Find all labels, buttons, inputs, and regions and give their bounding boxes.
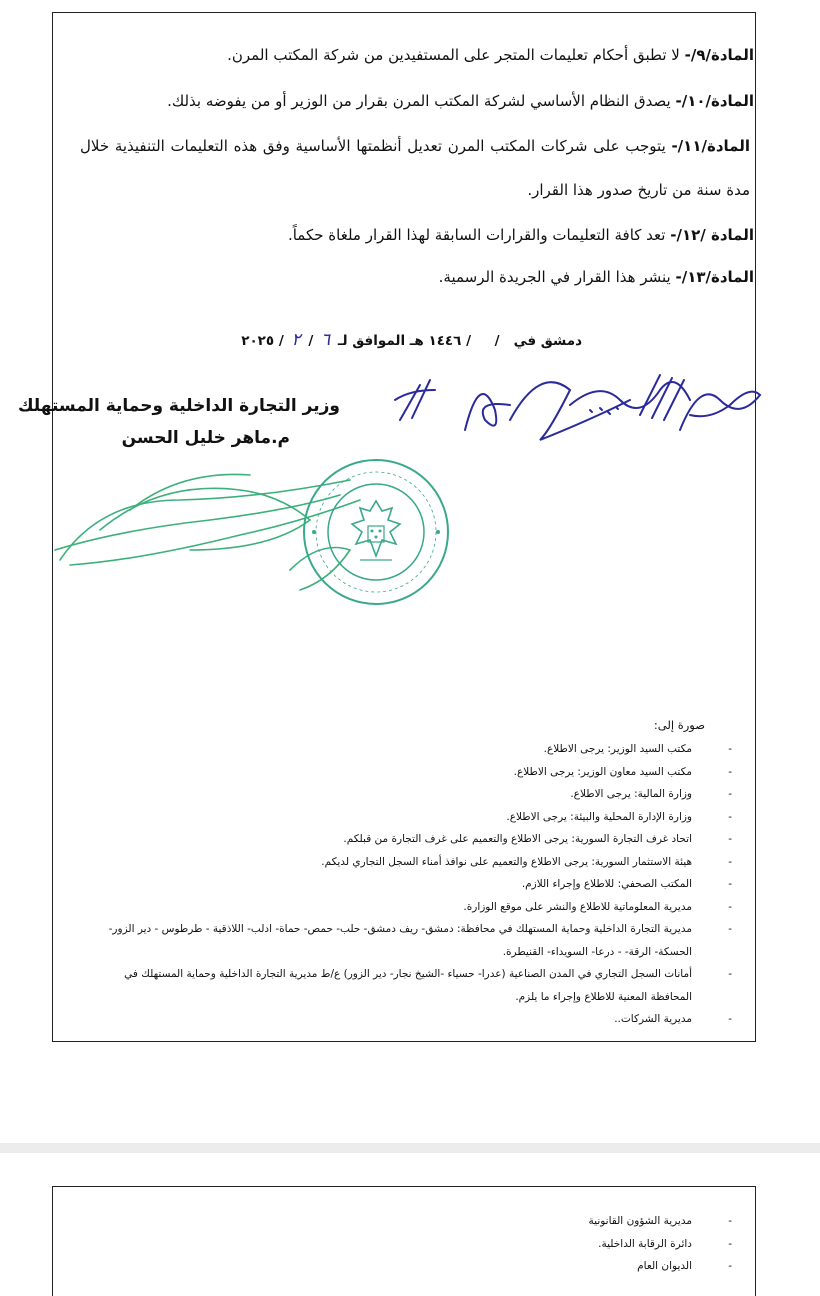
date-month-handwritten: ٢ <box>291 330 301 350</box>
date-hijri: / ١٤٤٦ هـ الموافق لـ <box>337 333 472 349</box>
list-item: - أمانات السجل التجاري في المدن الصناعية (عدرا- حسياء -الشيخ نجار- دير الزور) ع/ط مديرية التجارة الداخلية وحماية المستهلك في المحافظة المعنية للاطلاع وإجراء ما يلزم. <box>124 968 732 1003</box>
list-item: - مديرية الشؤون القانونية <box>588 1215 732 1227</box>
page-separator <box>0 1143 820 1153</box>
minister-signature <box>390 360 770 450</box>
date-day-handwritten: ٦ <box>321 330 331 350</box>
article-11 <box>80 124 750 212</box>
article-12-label: المادة /١٢/- <box>670 226 754 244</box>
list-item: - اتحاد غرف التجارة السورية: يرجى الاطلاع والتعميم على غرف التجارة من قبلكم. <box>343 833 732 845</box>
article-13-label: المادة/١٣/- <box>675 268 754 286</box>
list-item: - مديرية التجارة الداخلية وحماية المستهلك في محافظة: دمشق- ريف دمشق- حلب- حمص- حماة- ادلب- اللاذقية - طرطوس - دير الزور- الحسكة- الرقة- - درعا- السويداء- القنيطرة. <box>108 923 732 958</box>
article-9-label: المادة/٩/- <box>684 46 754 64</box>
article-13-text: ينشر هذا القرار في الجريدة الرسمية. <box>438 268 671 286</box>
article-9-text: لا تطبق أحكام تعليمات المتجر على المستفيدين من شركة المكتب المرن. <box>227 46 680 64</box>
list-item: - مكتب السيد معاون الوزير: يرجى الاطلاع. <box>513 765 732 778</box>
ministry-seal <box>300 456 452 608</box>
article-11-text: يتوجب على شركات المكتب المرن تعديل أنظمتها الأساسية وفق هذه التعليمات التنفيذية خلال مدة سنة من تاريخ صدور هذا القرار. <box>80 137 750 199</box>
list-item: - دائرة الرقابة الداخلية. <box>598 1237 732 1250</box>
signatory-name: م.ماهر خليل الحسن <box>121 428 290 448</box>
article-12-text: تعد كافة التعليمات والقرارات السابقة لهذا القرار ملغاة حكماً. <box>287 226 666 244</box>
article-13 <box>439 266 754 288</box>
article-12 <box>288 224 754 246</box>
article-11-label: المادة/١١/- <box>671 137 750 155</box>
date-line: دمشق في / / ١٤٤٦ هـ الموافق لـ ٦ / ٢ / ٢٠٢٥ <box>241 330 582 350</box>
copies-list-continued <box>100 1210 732 1278</box>
article-9 <box>227 44 754 66</box>
signatory-title: وزير التجارة الداخلية وحماية المستهلك <box>17 396 340 416</box>
list-item: - مكتب السيد الوزير: يرجى الاطلاع. <box>543 743 732 755</box>
list-item: - وزارة المالية: يرجى الاطلاع. <box>570 788 732 800</box>
date-year: / ٢٠٢٥ <box>241 333 284 349</box>
article-10-text: يصدق النظام الأساسي لشركة المكتب المرن بقرار من الوزير أو من يفوضه بذلك. <box>167 92 671 110</box>
list-item: - مديرية المعلوماتية للاطلاع والنشر على موقع الوزارة. <box>463 900 732 913</box>
article-10-label: المادة/١٠/- <box>675 92 754 110</box>
list-item: - مديرية الشركات.. <box>614 1013 732 1025</box>
copies-heading: صورة إلى: <box>653 718 705 732</box>
list-item: - وزارة الإدارة المحلية والبيئة: يرجى الاطلاع. <box>506 810 732 823</box>
list-item: - المكتب الصحفي: للاطلاع وإجراء اللازم. <box>521 878 732 890</box>
list-item: - هيئة الاستثمار السورية: يرجى الاطلاع والتعميم على نوافذ أمناء السجل التجاري لديكم. <box>321 855 732 868</box>
article-10 <box>167 90 754 112</box>
list-item: - الديوان العام <box>637 1260 732 1272</box>
date-place: دمشق في <box>513 333 582 349</box>
copies-list <box>100 738 732 1031</box>
